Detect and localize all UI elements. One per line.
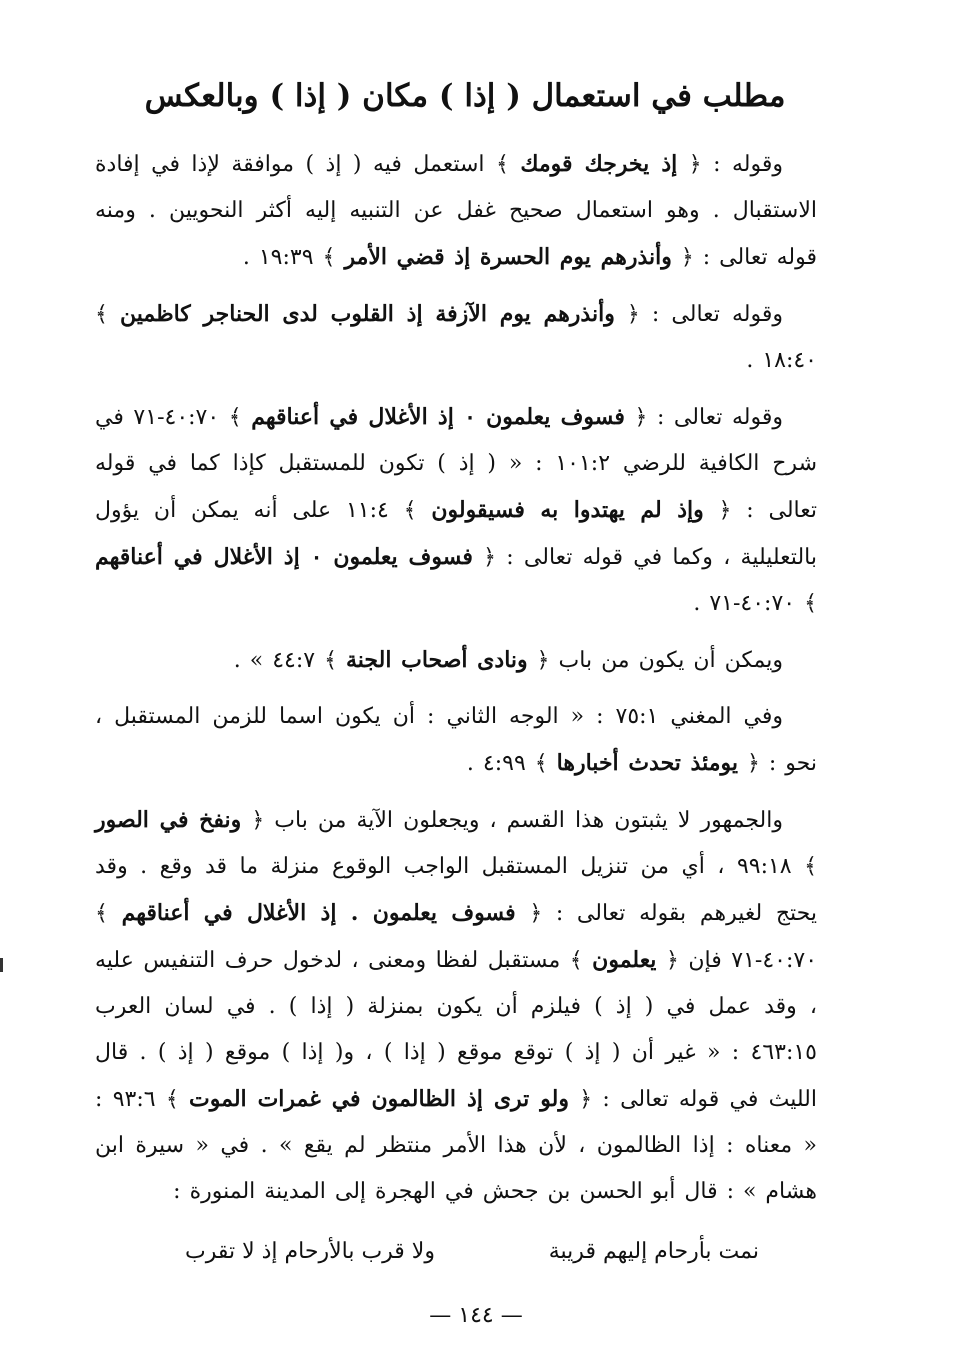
text-segment: والجمهور لا يثبتون هذا القسم ، ويجعلون الآية من باب ﴿ [241,808,783,834]
text-segment: ويمكن أن يكون من باب ﴿ [527,648,783,674]
text-segment: ﴾ ٤٠:٧٠-٧١ فإن ﴿ [95,901,818,974]
poetry-verse [95,1229,817,1275]
page-number: — ١٤٤ — [429,1303,523,1329]
paragraph [95,694,817,787]
quran-quote: فسوف يعلمون . إذ الأغلال في أعناقهم [121,900,516,927]
quran-quote: وأنذرهم يوم الحسرة إذ قضي الأمر [344,244,672,271]
quran-quote: ونفخ في الصور [95,807,242,834]
text-segment: ﴾ ٩٣:٦ : « معناه : إذا الظالمون ، لأن هذا الأمر منتظر لم يقع » . في « سيرة ابن هشام » : قال أبو الحسن بن جحش في الهجرة إلى المدينة المنورة : [95,1087,817,1205]
paragraph [95,394,817,627]
scan-edge-mark [0,958,3,972]
paragraph [95,797,817,1215]
text-segment: ﴾ مستقبل لفظا ومعنى ، لدخول حرف التنفيس عليه ، وقد عمل في ( إذ ) فيلزم أن يكون بمنزلة ( إذا ) . في لسان العرب ٤٦٣:١٥ : « غير أن ( إذ ) توقع موقع ( إذا ) ، و( إذا ) موقع ( إذ ) . قال الليث في قوله تعالى : ﴿ [95,948,817,1113]
text-segment: ﴾ ٤:٩٩ . [466,751,557,777]
paragraph [95,637,817,684]
text-segment: ﴾ استعمل فيه ( إذ ) موافقة لإذا في إفادة الاستقبال . وهو استعمال صحيح غفل عن التنبيه إليه أكثر النحويين . ومنه قوله تعالى : ﴿ [95,152,817,271]
paragraph [95,141,817,281]
verse-second-hemistich: ولا قرب بالأرحام إذ لا تقرب [185,1239,435,1265]
text-segment: ﴾ ١١:٤ على أنه يمكن أن يؤول بالتعليلية ، وكما في قوله تعالى : ﴿ [95,498,817,571]
quran-quote: إذ يخرجك قومك [520,151,678,178]
text-segment: ﴾ ١٩:٣٩ . [242,245,345,271]
quran-quote: وأنذرهم يوم الآزفة إذ القلوب لدى الحناجر كاظمين [119,301,615,328]
text-segment: وفي المغني ٧٥:١ : « الوجه الثاني : أن يكون اسما للزمن المستقبل ، نحو : ﴿ [95,704,817,777]
text-segment: وقوله تعالى : ﴿ [624,405,783,431]
quran-quote: ونادى أصحاب الجنة [346,647,528,674]
text-segment: ﴾ ١٨:٤٠ . [95,302,817,374]
text-segment: ﴾ ٤٠:٧٠-٧١ في شرح الكافية للرضي ١٠١:٢ : « ( إذ ) تكون للمستقبل كإذا كما في قوله تعالى : ﴿ [95,405,817,524]
quran-quote: فسوف يعلمون ۰ إذ الأغلال في أعناقهم [95,544,473,571]
verse-first-hemistich: نمت بأرحام إليهم قريبة [548,1239,759,1265]
quran-quote: فسوف يعلمون ۰ إذ الأغلال في أعناقهم [251,404,625,431]
text-segment: ﴾ ٤٤:٧ » . [233,648,346,674]
quran-quote: يومئذ تحدث أخبارها [556,750,739,777]
text-segment: ﴾ ٤٠:٧٠-٧١ . [693,591,817,617]
book-page [95,78,817,1331]
section-title: مطلب في استعمال ( إذا ) مكان ( إذا ) وبالعكس [144,78,786,114]
quran-quote: يعلمون [592,947,657,974]
text-segment: وقوله تعالى : ﴿ [614,302,783,328]
text-segment: ﴾ ٩٩:١٨ ، أي من تنزيل المستقبل الواجب الوقوع منزلة ما قد وقع . وقد يحتج لغيرهم بقوله تعالى : ﴿ [95,854,818,927]
text-segment: وقوله : ﴿ [677,152,783,178]
paragraph [95,291,817,384]
quran-quote: ولو ترى إذ الظالمون في غمرات الموت [189,1086,569,1113]
quran-quote: وإذ لم يهتدوا به فسيقولون [431,497,704,524]
